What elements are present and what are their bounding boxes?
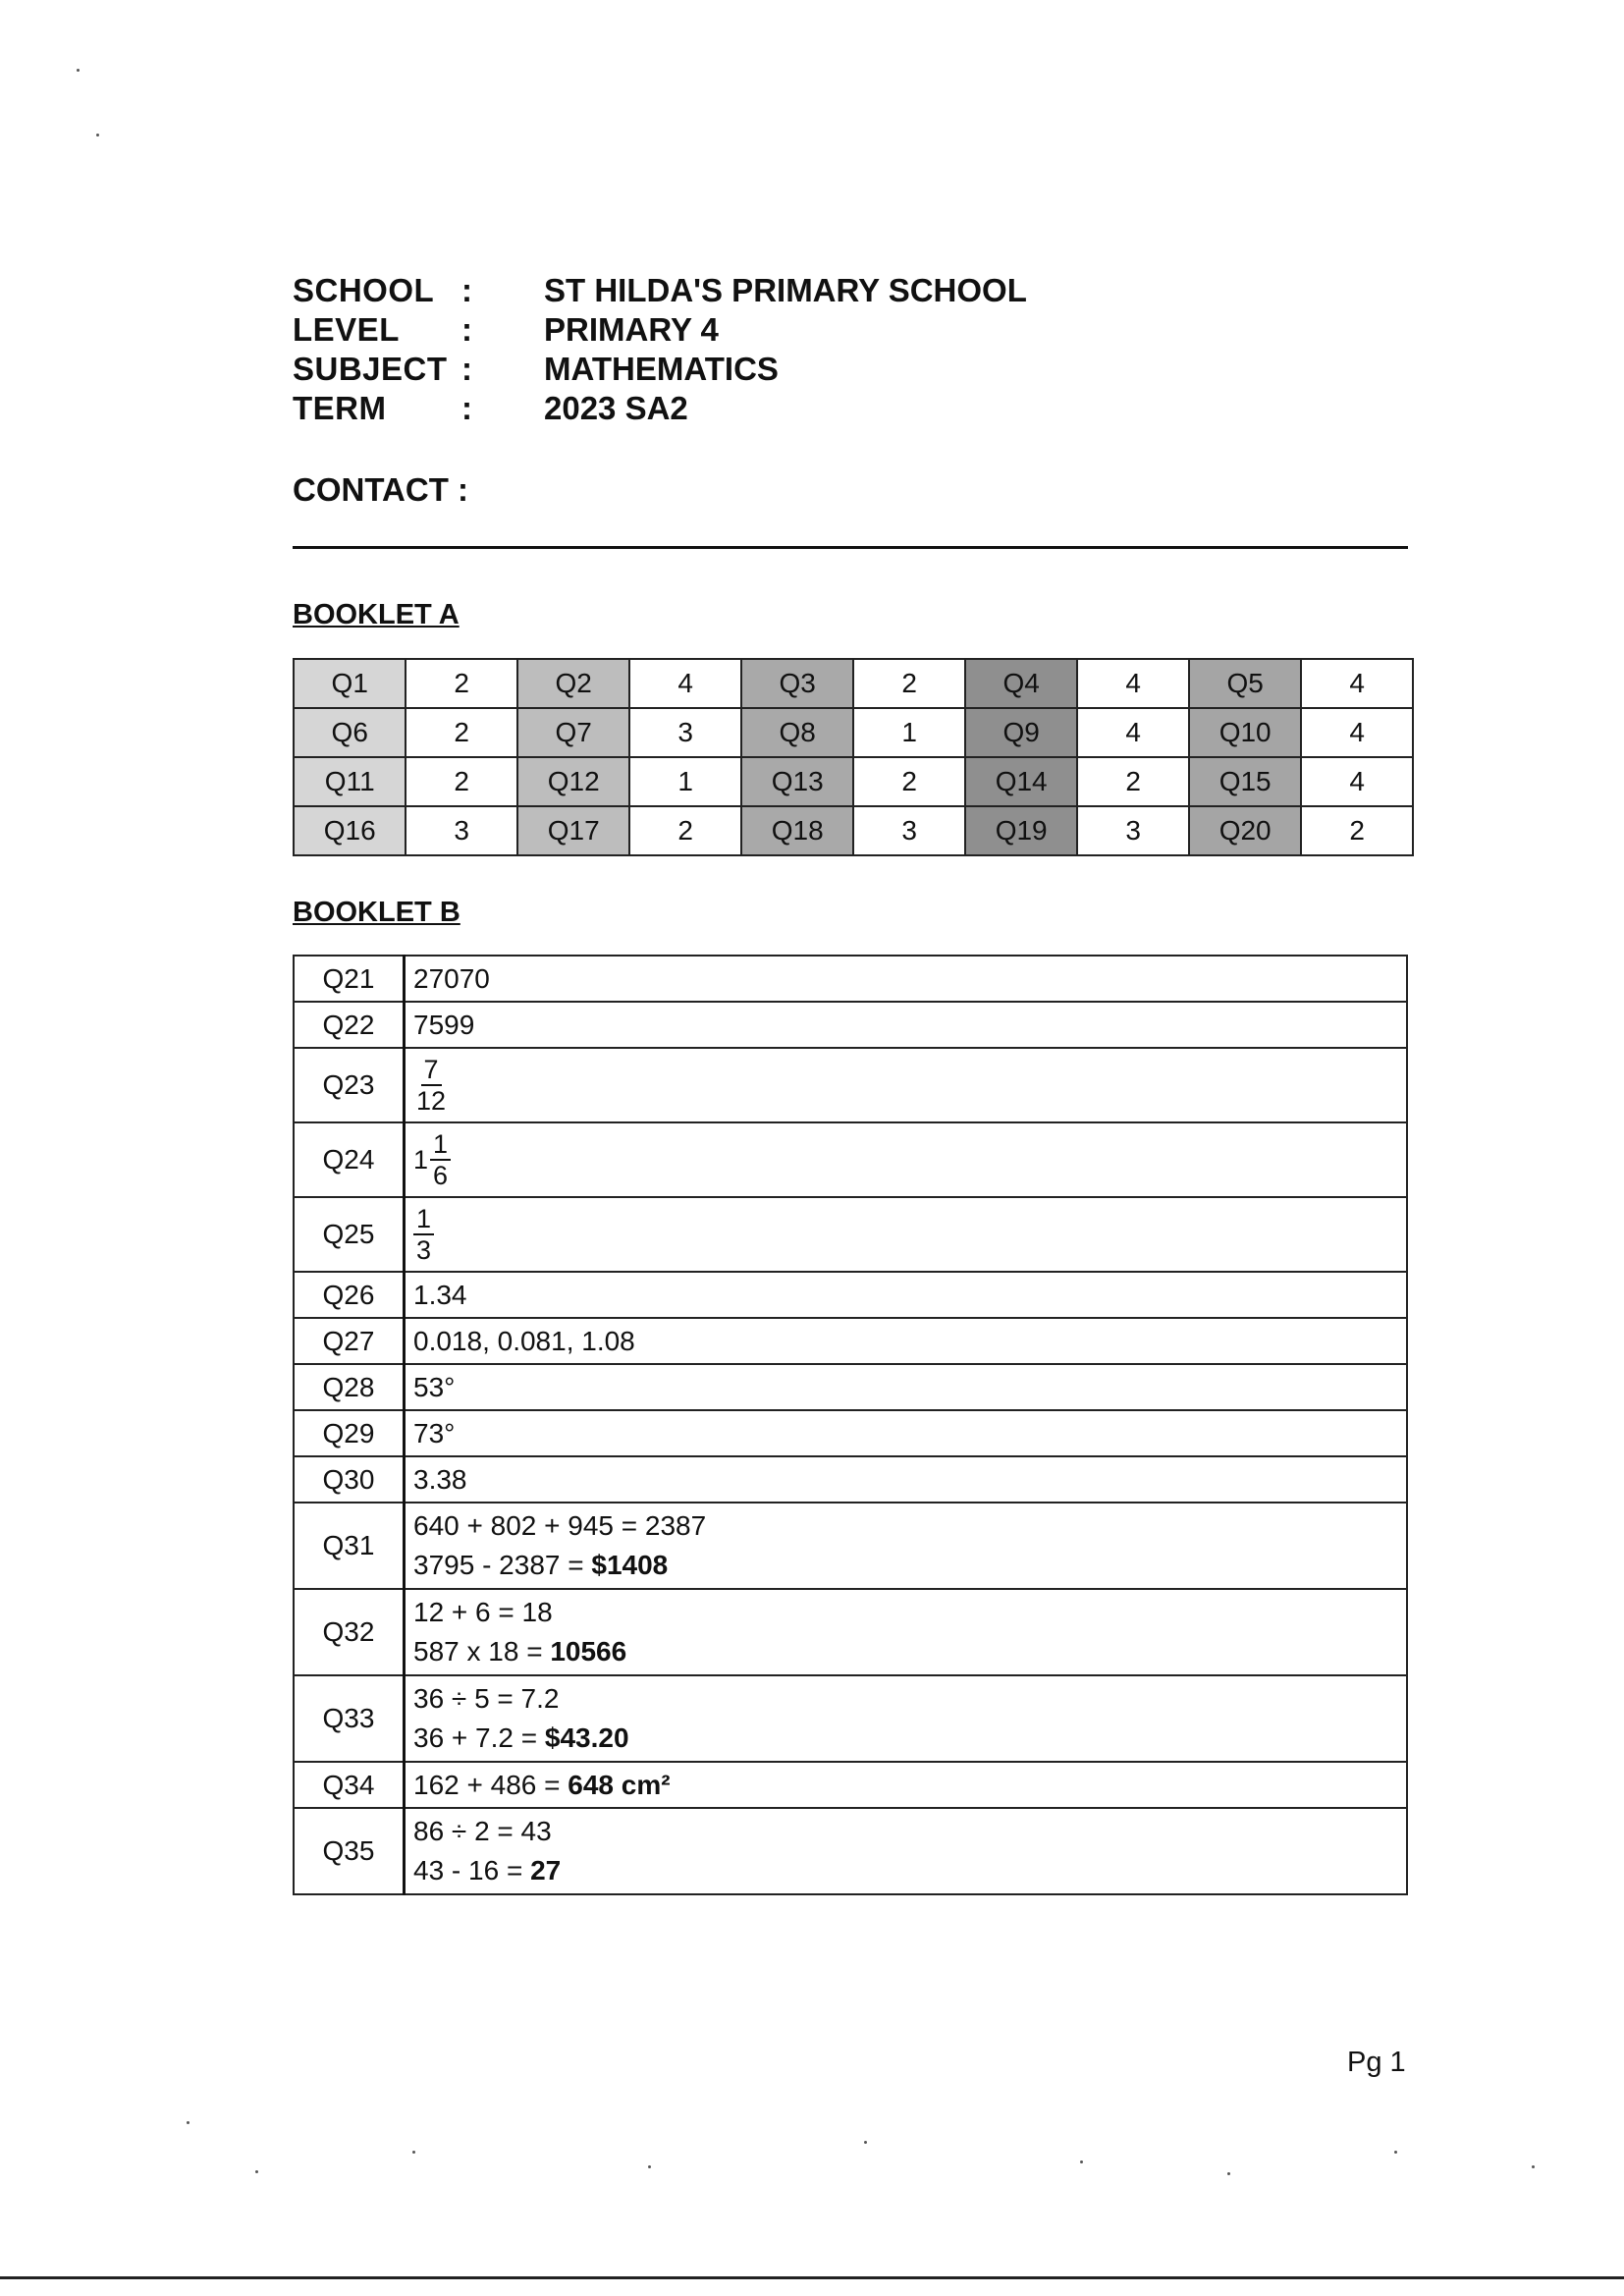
school-colon: : — [461, 272, 472, 308]
level-colon: : — [461, 311, 472, 348]
question-cell: Q34 — [294, 1762, 405, 1808]
table-row — [294, 1272, 1407, 1318]
question-cell: Q19 — [965, 806, 1077, 855]
subject-colon: : — [461, 351, 472, 387]
answer-cell: 4 — [1301, 708, 1413, 757]
answer-cell — [405, 1762, 1408, 1808]
answer-cell: 1.34 — [405, 1272, 1408, 1318]
answer-cell: 3 — [406, 806, 517, 855]
question-cell: Q31 — [294, 1503, 405, 1589]
working-text: 3795 - 2387 = — [413, 1550, 592, 1580]
fraction — [413, 1055, 449, 1116]
answer-cell: 4 — [629, 659, 741, 708]
answer-cell — [405, 1589, 1408, 1675]
final-answer: $1408 — [591, 1550, 669, 1580]
question-cell: Q9 — [965, 708, 1077, 757]
answer-cell: 1 — [629, 757, 741, 806]
table-row — [294, 956, 1407, 1002]
scan-speck — [1227, 2172, 1230, 2175]
header-row-subject — [293, 350, 1027, 389]
answer-cell — [405, 1048, 1408, 1122]
question-cell: Q13 — [741, 757, 853, 806]
answer-cell: 4 — [1301, 659, 1413, 708]
scan-speck — [77, 69, 80, 72]
answer-cell: 2 — [406, 659, 517, 708]
scan-speck — [412, 2151, 415, 2154]
fraction-numerator: 1 — [413, 1204, 434, 1235]
question-cell: Q20 — [1189, 806, 1301, 855]
table-row — [294, 1364, 1407, 1410]
scan-speck — [187, 2121, 189, 2124]
table-row — [294, 1122, 1407, 1197]
question-cell: Q3 — [741, 659, 853, 708]
question-cell: Q18 — [741, 806, 853, 855]
fraction — [413, 1204, 434, 1265]
table-row — [294, 1589, 1407, 1675]
scan-speck — [648, 2165, 651, 2168]
answer-cell: 2 — [629, 806, 741, 855]
school-label: SCHOOL — [293, 272, 435, 308]
table-row — [294, 1456, 1407, 1503]
answer-cell: 4 — [1301, 757, 1413, 806]
working-line — [413, 1546, 1406, 1585]
header-row-level — [293, 310, 1027, 350]
booklet-b-table — [293, 955, 1408, 1895]
working-line — [413, 1632, 1406, 1671]
fraction — [430, 1129, 451, 1190]
term-label: TERM — [293, 390, 387, 426]
working-line: 640 + 802 + 945 = 2387 — [413, 1510, 707, 1541]
question-cell: Q1 — [294, 659, 406, 708]
answer-cell — [405, 1503, 1408, 1589]
answer-cell — [405, 1122, 1408, 1197]
final-answer: 648 cm² — [568, 1769, 671, 1800]
table-row — [294, 659, 1413, 708]
school-value: ST HILDA'S PRIMARY SCHOOL — [544, 272, 1027, 308]
answer-cell: 27070 — [405, 956, 1408, 1002]
table-row — [294, 1762, 1407, 1808]
final-answer: $43.20 — [544, 1722, 629, 1753]
answer-cell: 2 — [406, 757, 517, 806]
term-colon: : — [461, 390, 472, 426]
table-row — [294, 806, 1413, 855]
question-cell: Q5 — [1189, 659, 1301, 708]
scan-speck — [1080, 2160, 1083, 2163]
question-cell: Q11 — [294, 757, 406, 806]
question-cell: Q17 — [517, 806, 629, 855]
answer-cell: 4 — [1077, 659, 1189, 708]
page-number: Pg 1 — [1347, 2047, 1406, 2078]
booklet-a-table — [293, 658, 1414, 856]
question-cell: Q30 — [294, 1456, 405, 1503]
final-answer: 10566 — [550, 1636, 627, 1667]
table-row — [294, 1503, 1407, 1589]
answer-cell: 53° — [405, 1364, 1408, 1410]
question-cell: Q33 — [294, 1675, 405, 1762]
header-divider — [293, 546, 1408, 549]
working-line: 86 ÷ 2 = 43 — [413, 1816, 552, 1846]
question-cell: Q8 — [741, 708, 853, 757]
level-value: PRIMARY 4 — [544, 311, 719, 348]
header-info — [293, 271, 1027, 428]
question-cell: Q10 — [1189, 708, 1301, 757]
mixed-number-whole: 1 — [413, 1144, 429, 1175]
header-row-term — [293, 389, 1027, 428]
answer-cell: 2 — [853, 757, 965, 806]
working-text: 36 + 7.2 = — [413, 1722, 545, 1753]
fraction-denominator: 12 — [416, 1086, 447, 1116]
table-row — [294, 1048, 1407, 1122]
working-text: 43 - 16 = — [413, 1855, 531, 1886]
working-line: 12 + 6 = 18 — [413, 1597, 553, 1627]
question-cell: Q35 — [294, 1808, 405, 1894]
scan-edge-line — [0, 2276, 1624, 2279]
table-row — [294, 1410, 1407, 1456]
subject-label: SUBJECT — [293, 351, 448, 387]
question-cell: Q24 — [294, 1122, 405, 1197]
scan-speck — [96, 134, 99, 137]
answer-cell: 3 — [853, 806, 965, 855]
working-line — [413, 1719, 1406, 1758]
question-cell: Q23 — [294, 1048, 405, 1122]
fraction-denominator: 6 — [433, 1161, 449, 1190]
term-value: 2023 SA2 — [544, 390, 688, 426]
answer-cell: 2 — [1301, 806, 1413, 855]
question-cell: Q21 — [294, 956, 405, 1002]
answer-cell — [405, 1808, 1408, 1894]
scan-speck — [1394, 2151, 1397, 2154]
fraction-denominator: 3 — [416, 1235, 432, 1265]
question-cell: Q32 — [294, 1589, 405, 1675]
header-row-school — [293, 271, 1027, 310]
answer-cell — [405, 1675, 1408, 1762]
question-cell: Q2 — [517, 659, 629, 708]
answer-cell: 1 — [853, 708, 965, 757]
fraction-numerator: 7 — [421, 1055, 442, 1086]
answer-cell: 2 — [1077, 757, 1189, 806]
question-cell: Q16 — [294, 806, 406, 855]
table-row — [294, 708, 1413, 757]
answer-cell — [405, 1197, 1408, 1272]
answer-cell: 7599 — [405, 1002, 1408, 1048]
question-cell: Q25 — [294, 1197, 405, 1272]
answer-cell: 3 — [629, 708, 741, 757]
working-text: 587 x 18 = — [413, 1636, 551, 1667]
answer-cell: 3 — [1077, 806, 1189, 855]
fraction-numerator: 1 — [430, 1129, 451, 1161]
question-cell: Q29 — [294, 1410, 405, 1456]
table-row — [294, 1318, 1407, 1364]
working-text: 162 + 486 = — [413, 1769, 568, 1800]
subject-value: MATHEMATICS — [544, 351, 779, 387]
question-cell: Q7 — [517, 708, 629, 757]
answer-cell: 73° — [405, 1410, 1408, 1456]
scan-speck — [1532, 2165, 1535, 2168]
answer-cell: 0.018, 0.081, 1.08 — [405, 1318, 1408, 1364]
level-label: LEVEL — [293, 311, 400, 348]
table-row — [294, 757, 1413, 806]
table-row — [294, 1002, 1407, 1048]
final-answer: 27 — [530, 1855, 562, 1886]
scan-speck — [255, 2170, 258, 2173]
answer-cell: 2 — [853, 659, 965, 708]
working-line: 36 ÷ 5 = 7.2 — [413, 1683, 560, 1714]
question-cell: Q26 — [294, 1272, 405, 1318]
answer-cell: 2 — [406, 708, 517, 757]
question-cell: Q28 — [294, 1364, 405, 1410]
question-cell: Q27 — [294, 1318, 405, 1364]
booklet-b-title: BOOKLET B — [293, 897, 460, 928]
answer-cell: 3.38 — [405, 1456, 1408, 1503]
working-line — [413, 1851, 1406, 1890]
question-cell: Q15 — [1189, 757, 1301, 806]
contact-label: CONTACT : — [293, 471, 469, 508]
question-cell: Q6 — [294, 708, 406, 757]
table-row — [294, 1197, 1407, 1272]
table-row — [294, 1808, 1407, 1894]
question-cell: Q4 — [965, 659, 1077, 708]
question-cell: Q14 — [965, 757, 1077, 806]
booklet-a-title: BOOKLET A — [293, 599, 460, 630]
table-row — [294, 1675, 1407, 1762]
question-cell: Q22 — [294, 1002, 405, 1048]
question-cell: Q12 — [517, 757, 629, 806]
scan-speck — [864, 2141, 867, 2144]
answer-cell: 4 — [1077, 708, 1189, 757]
